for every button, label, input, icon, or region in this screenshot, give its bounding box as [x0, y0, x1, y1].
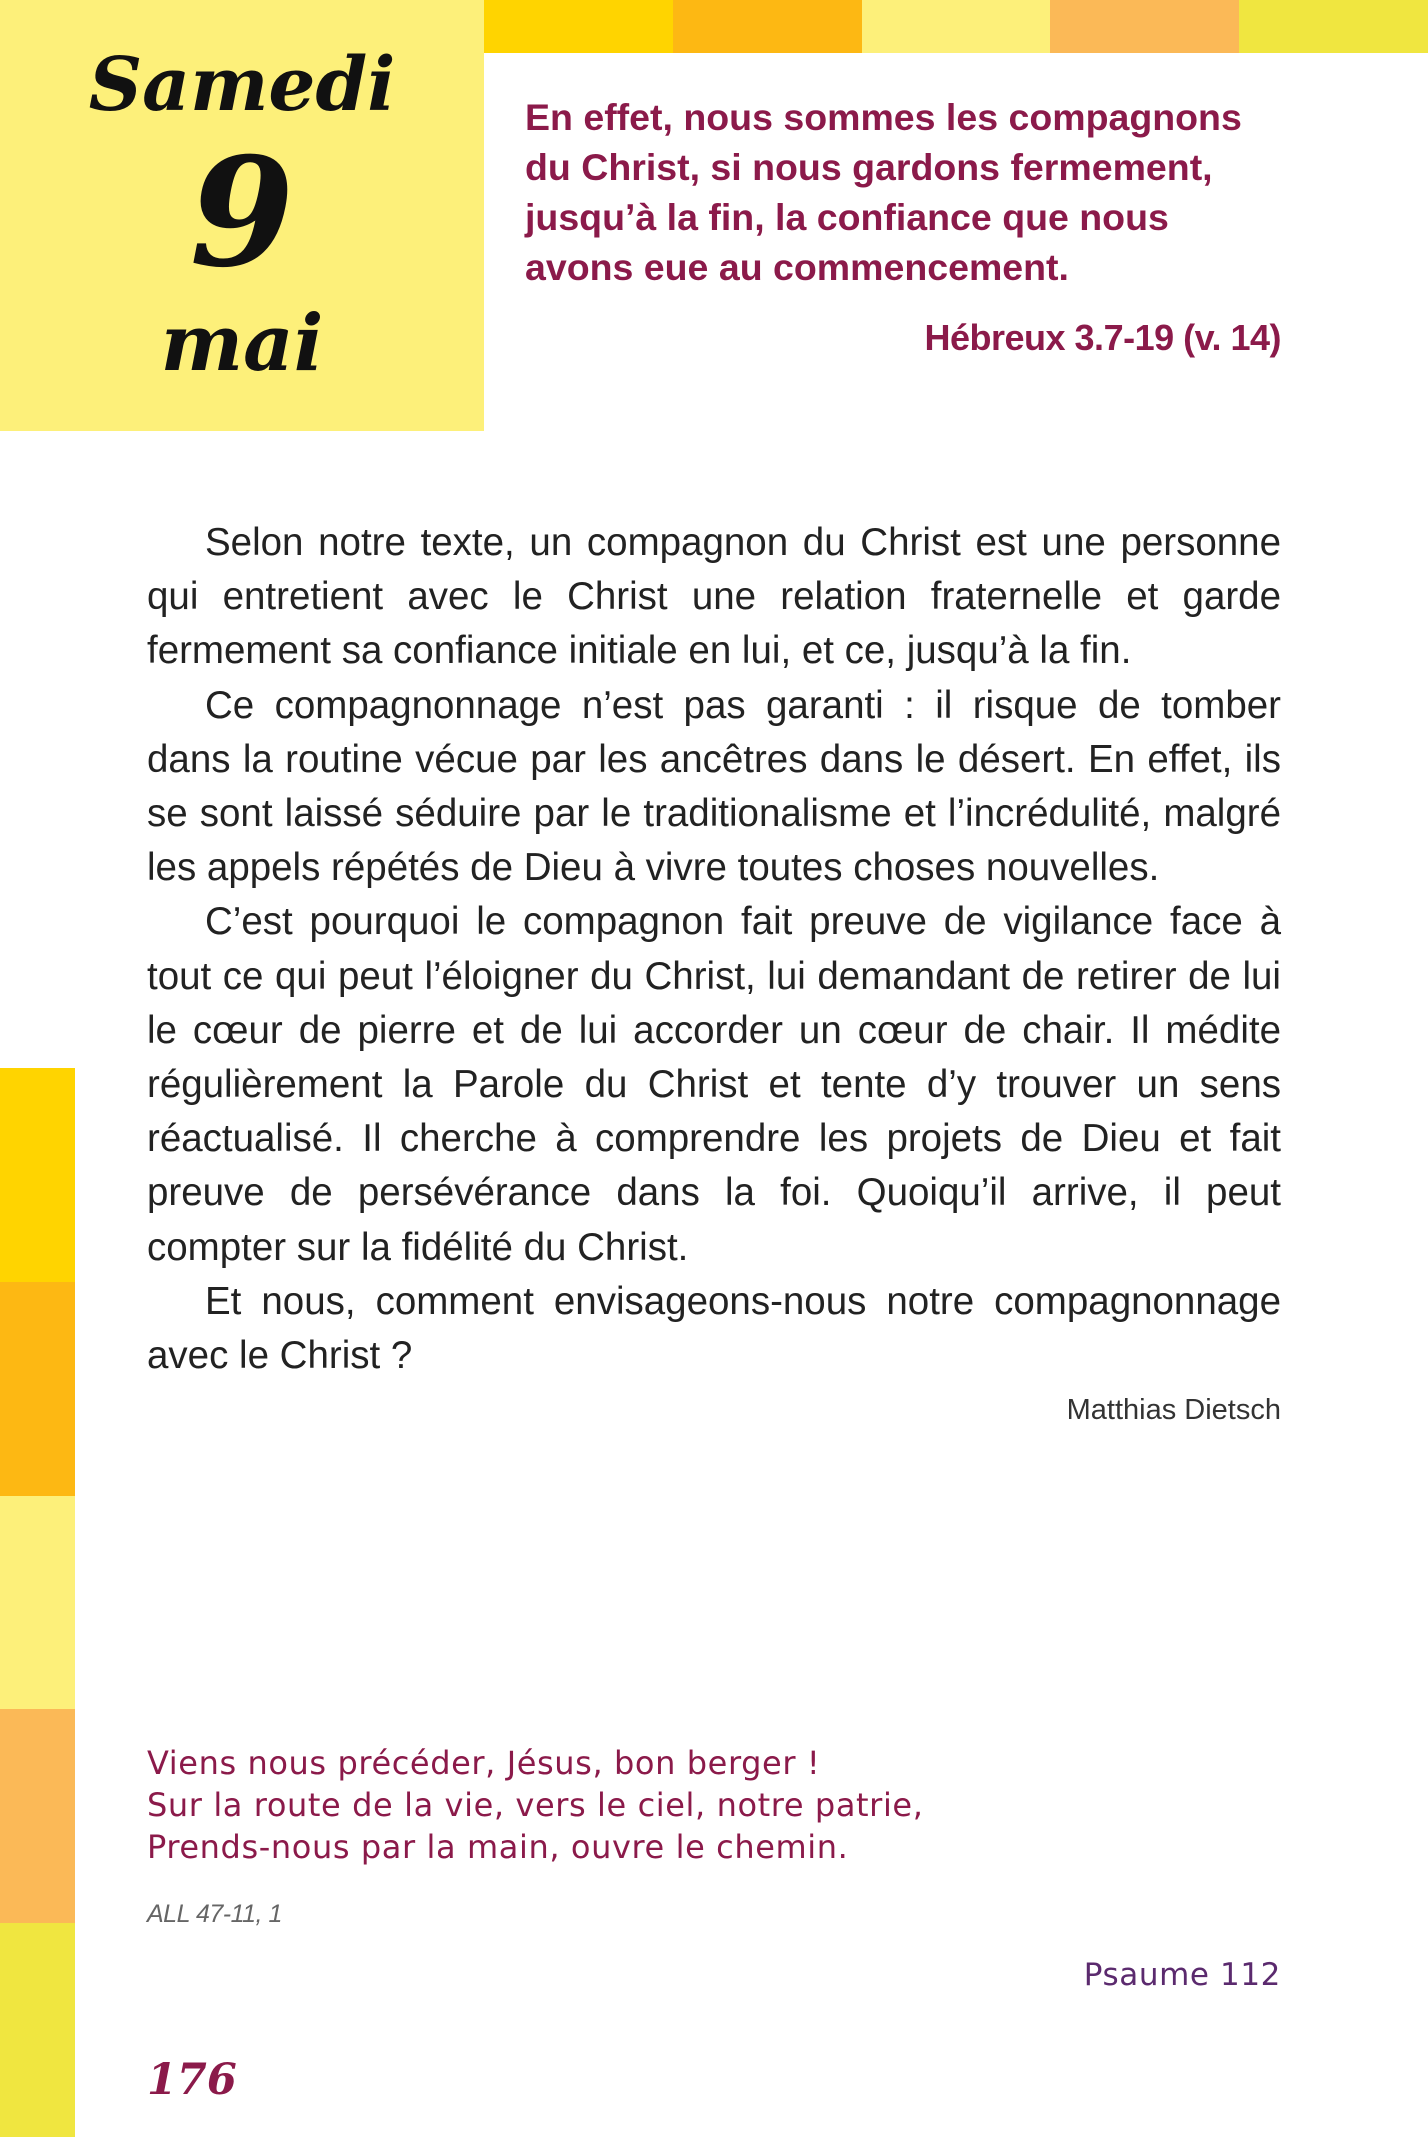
bible-verse [525, 92, 1305, 292]
verse-line: En effet, nous sommes les compagnons [525, 96, 1242, 138]
top-color-stripes [484, 0, 1428, 53]
author-name: Matthias Dietsch [1066, 1394, 1281, 1426]
left-color-stripes [0, 1068, 75, 2137]
verse-line: du Christ, si nous gardons fermement, [525, 146, 1213, 188]
top-stripe-2 [673, 0, 862, 53]
hymn-reference: ALL 47-11, 1 [147, 1900, 282, 1928]
date-day-number: 9 [189, 125, 295, 301]
left-stripe-1 [0, 1068, 75, 1282]
paragraph: Selon notre texte, un compagnon du Christ est une personne qui entretient avec le Christ une relation fraternelle et garde fermement sa confiance initiale en lui, et ce, jusqu’à la fin. [147, 521, 1281, 673]
verse-line: jusqu’à la fin, la confiance que nous [525, 196, 1169, 238]
page-number: 176 [147, 2055, 237, 2105]
left-stripe-3 [0, 1496, 75, 1710]
verse-reference: Hébreux 3.7-19 (v. 14) [924, 317, 1281, 358]
paragraph: C’est pourquoi le compagnon fait preuve de vigilance face à tout ce qui peut l’éloigner du Christ, lui demandant de retirer de lui le cœur de pierre et de lui accorder un cœur de chair. Il médite régulièrement la Parole du Christ et tente d’y trouver un sens réactualisé. Il cherche à comprendre les projets de Dieu et fait preuve de persévérance dans la foi. Quoiqu’il arrive, il peut compter sur la fidélité du Christ. [147, 900, 1281, 1269]
left-stripe-4 [0, 1709, 75, 1923]
top-stripe-3 [862, 0, 1051, 53]
date-box [0, 0, 484, 431]
hymn-line: Prends-nous par la main, ouvre le chemin. [147, 1828, 849, 1866]
top-stripe-5 [1239, 0, 1428, 53]
paragraph: Ce compagnonnage n’est pas garanti : il risque de tomber dans la routine vécue par les ancêtres dans le désert. En effet, ils se sont laissé séduire par le traditionalisme et l’incrédulité, malgré les appels répétés de Dieu à vivre toutes choses nouvelles. [147, 683, 1281, 890]
psalm-reference: Psaume 112 [1083, 1957, 1281, 1993]
date-month: mai [160, 298, 324, 389]
paragraph: Et nous, comment envisageons-nous notre compagnonnage avec le Christ ? [147, 1279, 1281, 1378]
verse-line: avons eue au commencement. [525, 246, 1069, 288]
left-stripe-5 [0, 1923, 75, 2137]
top-stripe-4 [1050, 0, 1239, 53]
left-stripe-2 [0, 1282, 75, 1496]
hymn-line: Viens nous précéder, Jésus, bon berger ! [147, 1744, 821, 1782]
date-weekday: Samedi [88, 42, 396, 128]
hymn-line: Sur la route de la vie, vers le ciel, notre patrie, [147, 1786, 924, 1824]
hymn-verse [147, 1742, 924, 1868]
meditation-text [147, 516, 1281, 1383]
top-stripe-1 [484, 0, 673, 53]
